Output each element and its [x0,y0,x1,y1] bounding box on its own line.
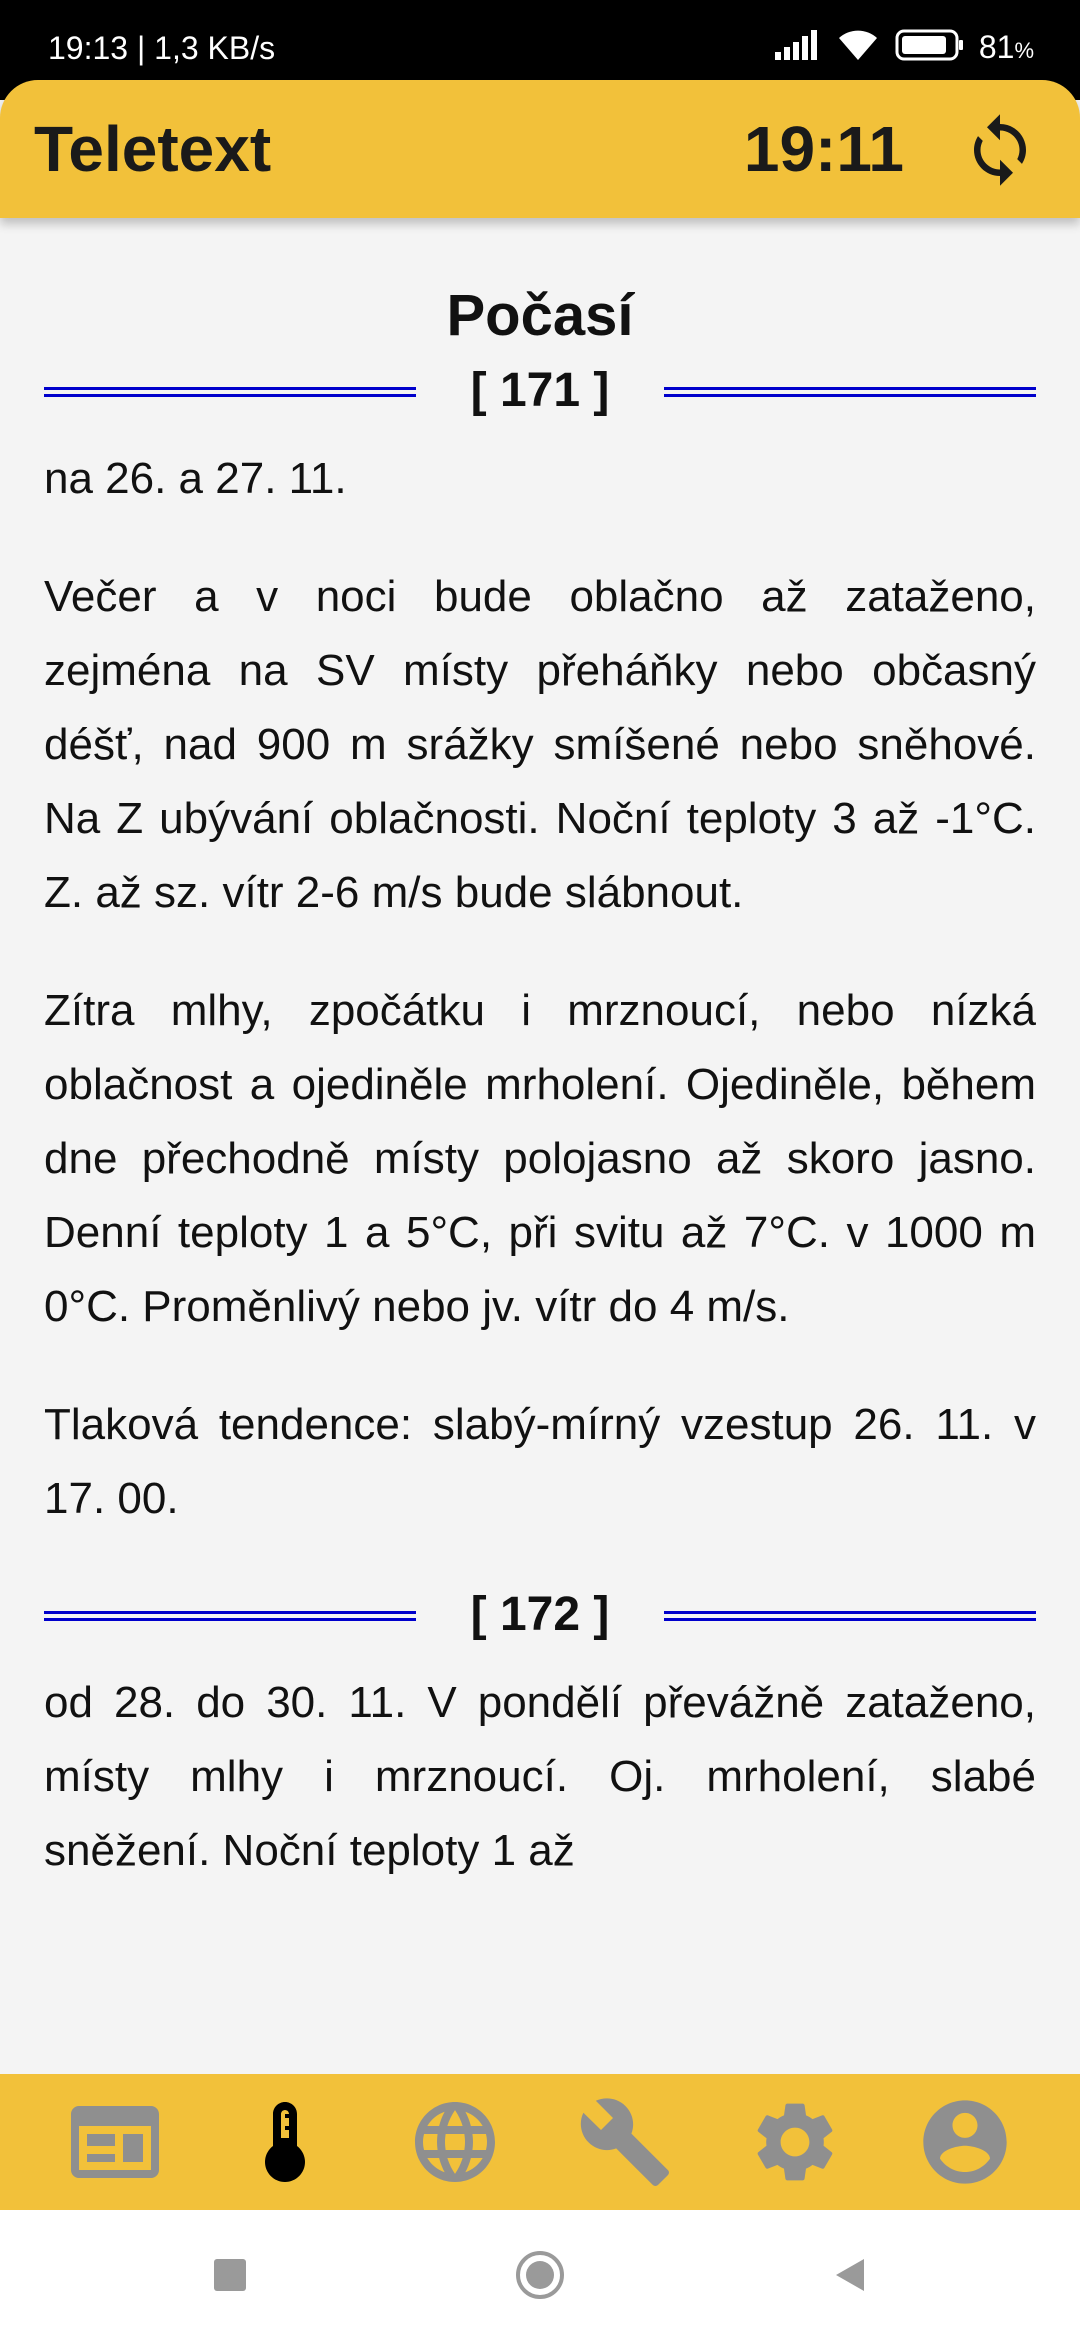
recents-button[interactable] [200,2245,260,2305]
signal-icon [773,30,821,65]
paragraph: na 26. a 27. 11. [44,454,347,503]
nav-settings[interactable] [740,2087,850,2197]
teletext-content[interactable] [0,218,1080,2074]
system-navigation [0,2210,1080,2340]
paragraph: Zítra mlhy, zpočátku i mrznoucí, nebo nízká oblačnost a ojediněle mrholení. Ojediněle, během dne přechodně místy polojasno až skoro jasno. Denní teploty 1 a 5°C, při svitu až 7°C. v 1000 m 0°C. Proměnlivý nebo jv. vítr do 4 m/s. [44,986,1036,1331]
battery-icon [895,28,965,67]
paragraph: Večer a v noci bude oblačno až zataženo, zejména na SV místy přeháňky nebo občasný déšť, nad 900 m srážky smíšené nebo sněhové. Na Z ubývání oblačnosti. Noční teploty 3 až -1°C. Z. až sz. vítr 2-6 m/s bude slábnout. [44,572,1036,917]
refresh-icon [961,111,1039,189]
square-icon [212,2257,248,2293]
page-title: Počasí [446,283,634,348]
refresh-button[interactable] [958,108,1042,192]
section-number: [ 172 ] [470,1588,610,1641]
section-number: [ 171 ] [470,364,610,417]
status-time-speed: 19:13 | 1,3 KB/s [48,30,276,66]
nav-tools[interactable] [570,2087,680,2197]
paragraph: Tlaková tendence: slabý-mírný vzestup 26. 11. v 17. 00. [44,1400,1036,1523]
globe-icon [407,2094,503,2190]
app-title: Teletext [34,113,272,185]
back-triangle-icon [830,2255,870,2295]
battery-unit: % [1014,38,1034,63]
gear-icon [747,2094,843,2190]
wrench-icon [577,2094,673,2190]
home-button[interactable] [510,2245,570,2305]
back-button[interactable] [820,2245,880,2305]
thermometer-icon [237,2094,333,2190]
paragraph: od 28. do 30. 11. V pondělí převážně zataženo, místy mlhy i mrznoucí. Oj. mrholení, slabé sněžení. Noční teploty 1 až [44,1678,1036,1875]
section-divider [44,1580,1036,1650]
nav-world[interactable] [400,2087,510,2197]
bottom-navigation [0,2074,1080,2210]
section-divider [44,356,1036,426]
app-bar [0,80,1080,218]
battery-level: 81 [978,29,1015,65]
nav-weather[interactable] [230,2087,340,2197]
wifi-icon [835,28,881,67]
news-icon [67,2094,163,2190]
home-circle-icon [514,2249,566,2301]
nav-news[interactable] [60,2087,170,2197]
nav-account[interactable] [910,2087,1020,2197]
app-time: 19:11 [743,113,904,185]
account-icon [915,2092,1015,2192]
